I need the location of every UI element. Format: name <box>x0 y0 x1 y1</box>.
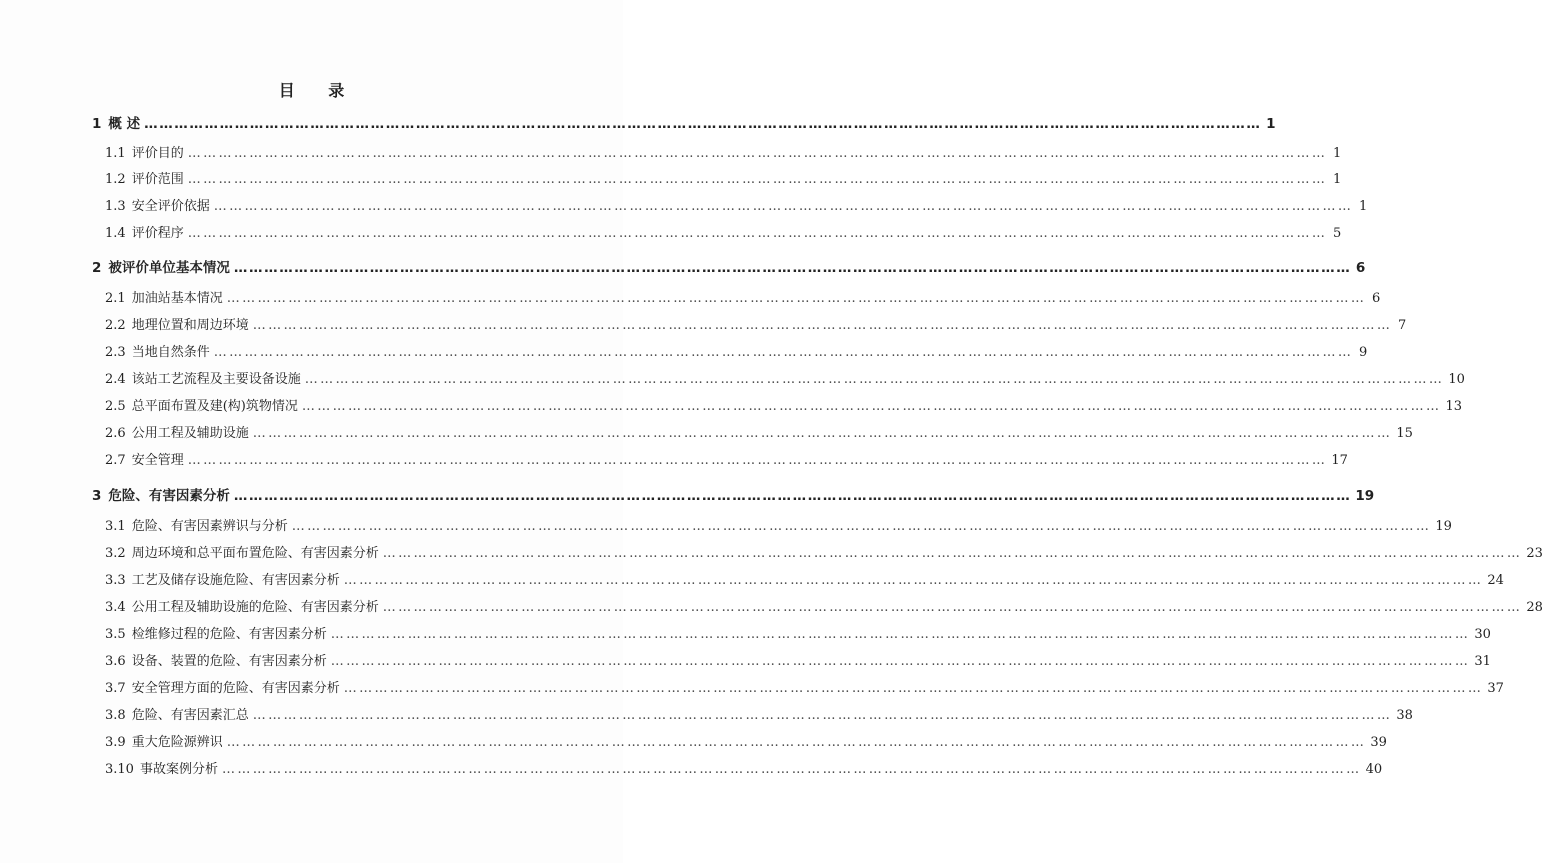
dot-leader: …………………………………………………………………………………………………………………………………………………………………………………………………… <box>252 708 1393 723</box>
toc-section-entry <box>105 677 1504 696</box>
toc-section-entry <box>105 542 1543 561</box>
toc-entry-title: 安全评价依据 <box>131 199 210 214</box>
toc-page-number: 13 <box>1445 399 1462 414</box>
toc-entry-number: 2.7 <box>105 453 126 468</box>
toc-section-entry <box>105 195 1368 214</box>
toc-entry-title: 该站工艺流程及主要设备设施 <box>131 372 301 387</box>
toc-page-number: 15 <box>1396 426 1413 441</box>
toc-entry-number: 2.3 <box>105 345 126 360</box>
toc-entry-title: 设备、装置的危险、有害因素分析 <box>131 654 327 669</box>
dot-leader: …………………………………………………………………………………………………………………………………………………………………………………………………… <box>301 399 1442 414</box>
toc-entry-number: 3.10 <box>105 762 134 777</box>
toc-entry-title: 评价范围 <box>131 172 184 187</box>
dot-leader: …………………………………………………………………………………………………………………………………………………………………………………………………… <box>252 426 1393 441</box>
dot-leader: …………………………………………………………………………………………………………………………………………………………………………………………………… <box>252 318 1393 333</box>
dot-leader: …………………………………………………………………………………………………………………………………………………………………………………………………… <box>221 762 1362 777</box>
toc-entry-title: 安全管理 <box>131 453 184 468</box>
toc-page-number: 39 <box>1370 735 1387 750</box>
toc-entry-title: 危险、有害因素辨识与分析 <box>131 519 288 534</box>
dot-leader: …………………………………………………………………………………………………………………………………………………………………………………………………… <box>187 453 1328 468</box>
toc-page-number: 1 <box>1333 172 1342 187</box>
toc-entry-title: 工艺及储存设施危险、有害因素分析 <box>131 573 340 588</box>
toc-entry-number: 3.1 <box>105 519 126 534</box>
toc-entry-number: 1.4 <box>105 226 126 241</box>
toc-section-entry <box>105 758 1383 777</box>
toc-section-entry <box>105 314 1407 333</box>
dot-leader: …………………………………………………………………………………………………………………………………………………………………………………………………… <box>330 627 1471 642</box>
toc-entry-number: 2.4 <box>105 372 126 387</box>
dot-leader: …………………………………………………………………………………………………………………………………………………………………………………………………… <box>187 172 1328 187</box>
toc-entry-title: 安全管理方面的危险、有害因素分析 <box>131 681 340 696</box>
toc-page-number: 40 <box>1365 762 1383 777</box>
dot-leader: …………………………………………………………………………………………………………………………………………………………………………………………………… <box>233 488 1352 504</box>
toc-entry-title: 被评价单位基本情况 <box>108 260 230 276</box>
toc-entry-number: 3.6 <box>105 654 126 669</box>
dot-leader: …………………………………………………………………………………………………………………………………………………………………………………………………… <box>213 345 1354 360</box>
dot-leader: …………………………………………………………………………………………………………………………………………………………………………………………………… <box>343 573 1484 588</box>
toc-page-number: 5 <box>1333 226 1342 241</box>
toc-section-entry <box>105 515 1452 534</box>
toc-section-entry <box>105 449 1348 468</box>
toc-entry-number: 3 <box>92 488 102 504</box>
toc-entry-number: 1.1 <box>105 146 126 161</box>
toc-page-number: 23 <box>1526 546 1543 561</box>
toc-section-entry <box>105 596 1543 615</box>
dot-leader: …………………………………………………………………………………………………………………………………………………………………………………………………… <box>233 260 1352 276</box>
toc-entry-title: 加油站基本情况 <box>131 291 223 306</box>
toc-entry-title: 评价目的 <box>131 146 184 161</box>
toc-page-number: 28 <box>1526 600 1543 615</box>
dot-leader: …………………………………………………………………………………………………………………………………………………………………………………………………… <box>304 372 1445 387</box>
toc-chapter-entry <box>92 256 1366 276</box>
toc-entry-number: 2.2 <box>105 318 126 333</box>
toc-entry-number: 1.3 <box>105 199 126 214</box>
toc-entry-number: 3.8 <box>105 708 126 723</box>
dot-leader: …………………………………………………………………………………………………………………………………………………………………………………………………… <box>382 546 1523 561</box>
toc-section-entry <box>105 142 1342 161</box>
toc-section-entry <box>105 222 1342 241</box>
toc-entry-number: 3.2 <box>105 546 126 561</box>
toc-page-number: 10 <box>1448 372 1465 387</box>
toc-entry-title: 总平面布置及建(构)筑物情况 <box>131 399 298 414</box>
toc-section-entry <box>105 731 1387 750</box>
toc-entry-number: 3.5 <box>105 627 126 642</box>
toc-section-entry <box>105 287 1381 306</box>
toc-page-number: 7 <box>1398 318 1407 333</box>
toc-section-entry <box>105 368 1465 387</box>
toc-entry-title: 周边环境和总平面布置危险、有害因素分析 <box>131 546 379 561</box>
toc-entry-number: 2.1 <box>105 291 126 306</box>
toc-entry-title: 危险、有害因素汇总 <box>131 708 249 723</box>
toc-entry-number: 2.6 <box>105 426 126 441</box>
toc-page-number: 1 <box>1266 116 1276 132</box>
toc-chapter-entry <box>92 484 1375 504</box>
toc-entry-title: 事故案例分析 <box>139 762 218 777</box>
toc-entry-title: 公用工程及辅助设施的危险、有害因素分析 <box>131 600 379 615</box>
toc-entry-title: 概 述 <box>108 116 141 132</box>
toc-page-number: 1 <box>1333 146 1342 161</box>
toc-page-number: 17 <box>1331 453 1348 468</box>
toc-entry-number: 1 <box>92 116 102 132</box>
toc-page-number: 9 <box>1359 345 1368 360</box>
toc-page-number: 38 <box>1396 708 1413 723</box>
toc-section-entry <box>105 650 1491 669</box>
toc-section-entry <box>105 623 1491 642</box>
toc-chapter-entry <box>92 112 1276 132</box>
toc-section-entry <box>105 569 1504 588</box>
toc-entry-number: 3.9 <box>105 735 126 750</box>
toc-page-number: 6 <box>1355 260 1366 276</box>
toc-entry-number: 3.4 <box>105 600 126 615</box>
dot-leader: …………………………………………………………………………………………………………………………………………………………………………………………………… <box>291 519 1432 534</box>
dot-leader: …………………………………………………………………………………………………………………………………………………………………………………………………… <box>226 735 1367 750</box>
dot-leader: …………………………………………………………………………………………………………………………………………………………………………………………………… <box>382 600 1523 615</box>
toc-page-number: 30 <box>1474 627 1491 642</box>
dot-leader: …………………………………………………………………………………………………………………………………………………………………………………………………… <box>343 681 1484 696</box>
dot-leader: …………………………………………………………………………………………………………………………………………………………………………………………………… <box>330 654 1471 669</box>
toc-entry-title: 危险、有害因素分析 <box>108 488 230 504</box>
toc-entry-title: 当地自然条件 <box>131 345 210 360</box>
toc-section-entry <box>105 168 1342 187</box>
toc-page-number: 6 <box>1372 291 1381 306</box>
dot-leader: …………………………………………………………………………………………………………………………………………………………………………………………………… <box>187 226 1328 241</box>
toc-section-entry <box>105 704 1413 723</box>
toc-entry-title: 公用工程及辅助设施 <box>131 426 249 441</box>
toc-page-number: 37 <box>1487 681 1504 696</box>
toc-entry-number: 3.7 <box>105 681 126 696</box>
toc-entry-number: 2 <box>92 260 102 276</box>
toc-section-entry <box>105 341 1368 360</box>
toc-page-number: 24 <box>1487 573 1504 588</box>
page-title: 目 录 <box>278 81 359 100</box>
toc-entry-number: 2.5 <box>105 399 126 414</box>
toc-page-number: 19 <box>1435 519 1452 534</box>
toc-section-entry <box>105 395 1462 414</box>
toc-entry-number: 3.3 <box>105 573 126 588</box>
toc-section-entry <box>105 422 1413 441</box>
toc-page-number: 1 <box>1359 199 1368 214</box>
toc-page-number: 31 <box>1474 654 1491 669</box>
dot-leader: …………………………………………………………………………………………………………………………………………………………………………………………………… <box>144 116 1262 132</box>
dot-leader: …………………………………………………………………………………………………………………………………………………………………………………………………… <box>213 199 1354 214</box>
toc-entry-title: 重大危险源辨识 <box>131 735 223 750</box>
toc-entry-title: 检维修过程的危险、有害因素分析 <box>131 627 327 642</box>
dot-leader: …………………………………………………………………………………………………………………………………………………………………………………………………… <box>187 146 1328 161</box>
toc-entry-number: 1.2 <box>105 172 126 187</box>
dot-leader: …………………………………………………………………………………………………………………………………………………………………………………………………… <box>226 291 1367 306</box>
toc-entry-title: 地理位置和周边环境 <box>131 318 249 333</box>
toc-entry-title: 评价程序 <box>131 226 184 241</box>
toc-page-number: 19 <box>1355 488 1375 504</box>
